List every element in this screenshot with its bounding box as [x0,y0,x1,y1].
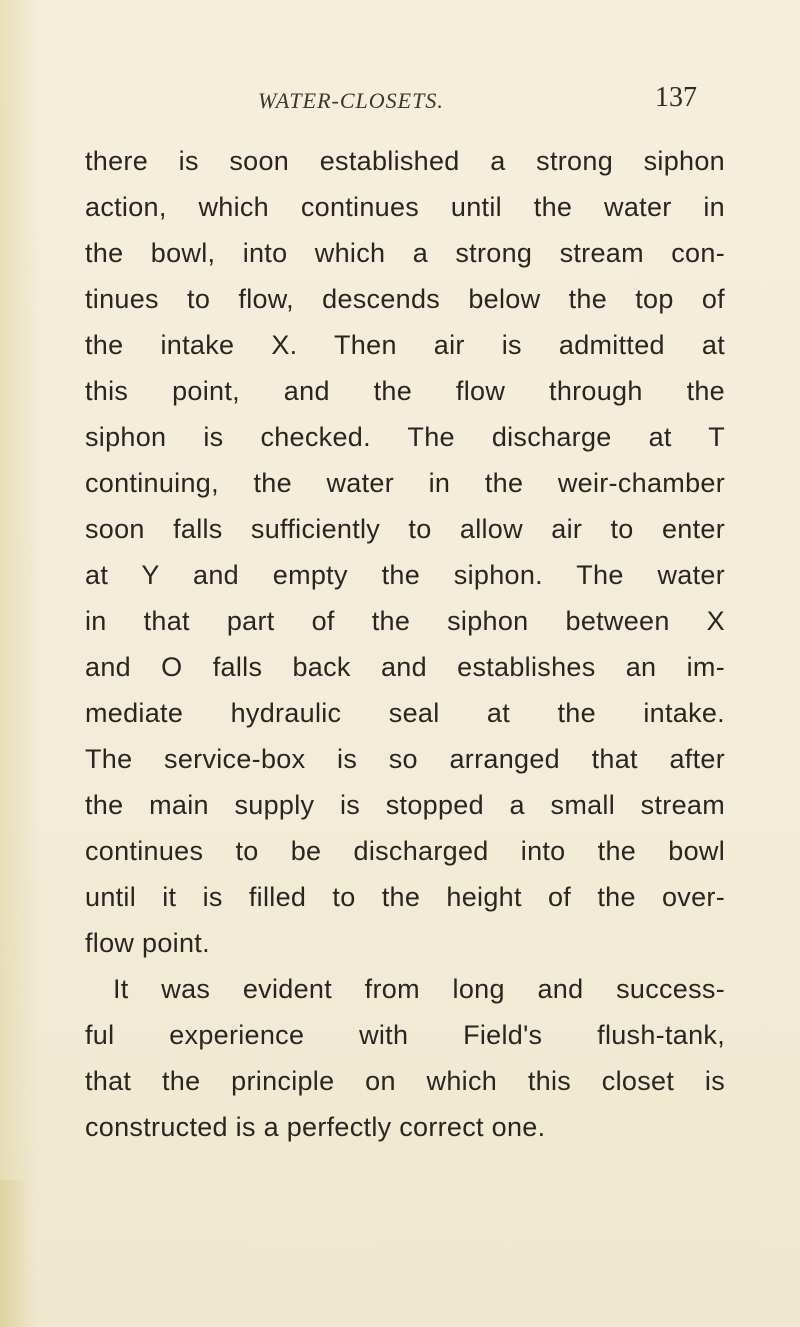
text-line: that the principle on which this closet is [85,1066,725,1096]
text-line: continues to be discharged into the bowl [85,836,725,866]
text-line: the intake X. Then air is admitted at [85,330,725,360]
text-line: in that part of the siphon between X [85,606,725,636]
page-number: 137 [655,82,697,113]
paragraph-1 [85,138,725,966]
text-line: flow point. [85,928,210,958]
text-line: there is soon established a strong siphon [85,146,725,176]
text-line: siphon is checked. The discharge at T [85,422,725,452]
text-line: mediate hydraulic seal at the intake. [85,698,725,728]
paragraph-2 [85,966,725,1150]
text-line: The service-box is so arranged that after [85,744,725,774]
text-line: the bowl, into which a strong stream con- [85,238,725,268]
text-line: ful experience with Field's flush-tank, [85,1020,725,1050]
page-stain [0,1180,30,1327]
text-line: this point, and the flow through the [85,376,725,406]
text-line: until it is filled to the height of the over- [85,882,725,912]
text-line: and O falls back and establishes an im- [85,652,725,682]
text-line: action, which continues until the water in [85,192,725,222]
text-line: It was evident from long and success- [113,974,725,1004]
text-line: soon falls sufficiently to allow air to enter [85,514,725,544]
text-line: continuing, the water in the weir-chamber [85,468,725,498]
page-header [0,82,800,128]
text-line: the main supply is stopped a small stream [85,790,725,820]
running-head: WATER-CLOSETS. [258,88,444,113]
text-line: tinues to flow, descends below the top of [85,284,725,314]
text-line: at Y and empty the siphon. The water [85,560,725,590]
text-line: constructed is a perfectly correct one. [85,1112,546,1142]
body-text [85,138,725,1150]
